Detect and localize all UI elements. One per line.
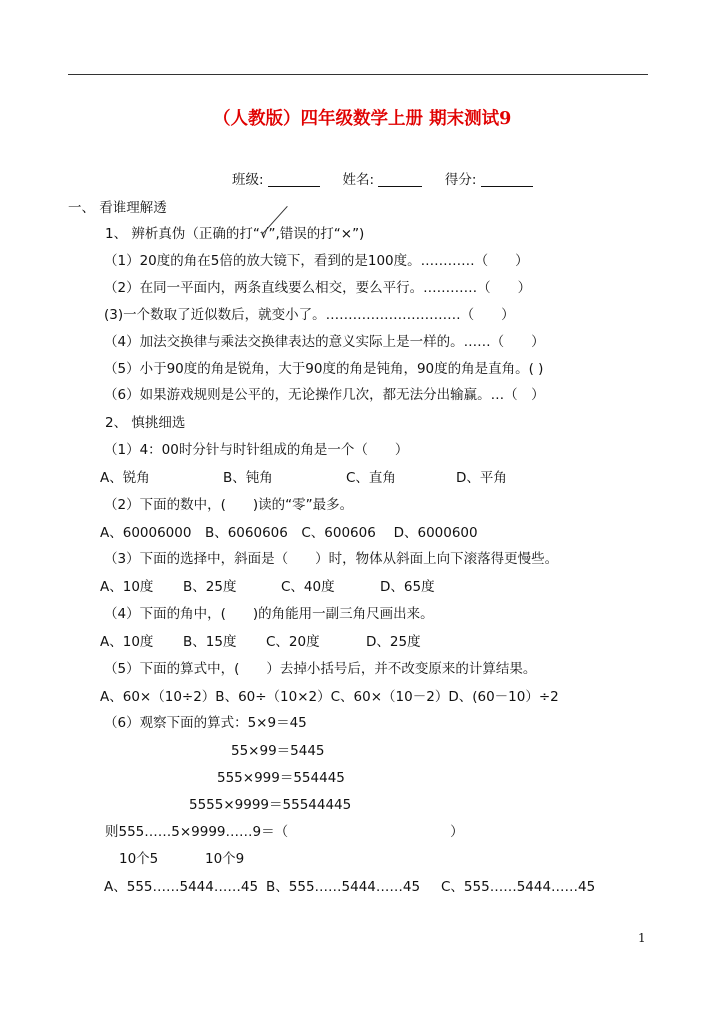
section-heading: 一、 看谁理解透 [68, 200, 167, 216]
q6-option: A、555……5444……45 [104, 879, 259, 895]
q1-option: B、钝角 [223, 470, 273, 486]
q6-equation: 55×99＝5445 [231, 743, 325, 759]
judgment-item: （6）如果游戏规则是公平的，无论操作几次，都无法分出输赢。…（ ） [104, 387, 545, 403]
question-1: （1）4：00时分针与时针组成的角是一个（ ） [104, 442, 409, 458]
q4-option: A、10度 [100, 634, 154, 650]
student-info-row [232, 173, 533, 188]
class-label: 班级: [232, 172, 264, 188]
q6-equation: 555×999＝554445 [217, 770, 345, 786]
q5-options: A、60×（10÷2）B、60÷（10×2）C、60×（10－2）D、(60－10）÷2 [100, 689, 559, 705]
question-3: （3）下面的选择中，斜面是（ ）时，物体从斜面上向下滚落得更慢些。 [104, 551, 559, 567]
judgment-item: （4）加法交换律与乘法交换律表达的意义实际上是一样的。……（ ） [104, 334, 545, 350]
name-blank[interactable] [378, 173, 422, 187]
q6-question: 则555……5×9999……9＝（ ） [105, 824, 464, 840]
q6-subscript: 10个9 [205, 851, 245, 867]
question-4: （4）下面的角中，( )的角能用一副三角尺画出来。 [104, 606, 434, 622]
q3-option: C、40度 [281, 579, 335, 595]
q4-option: D、25度 [366, 634, 421, 650]
q2-options: A、60006000 B、6060606 C、600606 D、6000600 [100, 525, 478, 541]
score-blank[interactable] [481, 173, 533, 187]
q1-option: D、平角 [456, 470, 507, 486]
judgment-item: (3)一个数取了近似数后，就变小了。…………………………（ ） [104, 307, 515, 323]
part1-heading: 1、 辨析真伪（正确的打“√”,错误的打“×”) [105, 226, 365, 242]
q6-option: C、555……5444……45 [441, 879, 596, 895]
judgment-item: （2）在同一平面内，两条直线要么相交，要么平行。…………（ ） [104, 280, 532, 296]
q3-option: B、25度 [183, 579, 237, 595]
question-6: （6）观察下面的算式：5×9＝45 [104, 715, 307, 731]
question-5: （5）下面的算式中，( ）去掉小括号后，并不改变原来的计算结果。 [104, 661, 537, 677]
q1-option: A、锐角 [100, 470, 150, 486]
q1-option: C、直角 [346, 470, 396, 486]
header-rule [68, 74, 648, 75]
question-2: （2）下面的数中，( )读的“零”最多。 [104, 497, 354, 513]
q6-option: B、555……5444……45 [266, 879, 421, 895]
q6-equation: 5555×9999＝55544445 [189, 797, 352, 813]
page-number: 1 [638, 931, 646, 945]
score-label: 得分: [444, 172, 477, 188]
name-label: 姓名: [342, 172, 375, 188]
q4-option: B、15度 [183, 634, 237, 650]
judgment-item: （5）小于90度的角是锐角，大于90度的角是钝角，90度的角是直角。( ) [104, 361, 544, 377]
judgment-item: （1）20度的角在5倍的放大镜下，看到的是100度。…………（ ） [104, 253, 529, 269]
class-blank[interactable] [268, 173, 320, 187]
q3-option: D、65度 [380, 579, 435, 595]
q6-subscript: 10个5 [119, 851, 159, 867]
q3-option: A、10度 [100, 579, 154, 595]
part2-heading: 2、 慎挑细选 [105, 415, 186, 431]
page-title: （人教版）四年级数学上册 期末测试9 [213, 109, 512, 129]
q4-option: C、20度 [266, 634, 320, 650]
